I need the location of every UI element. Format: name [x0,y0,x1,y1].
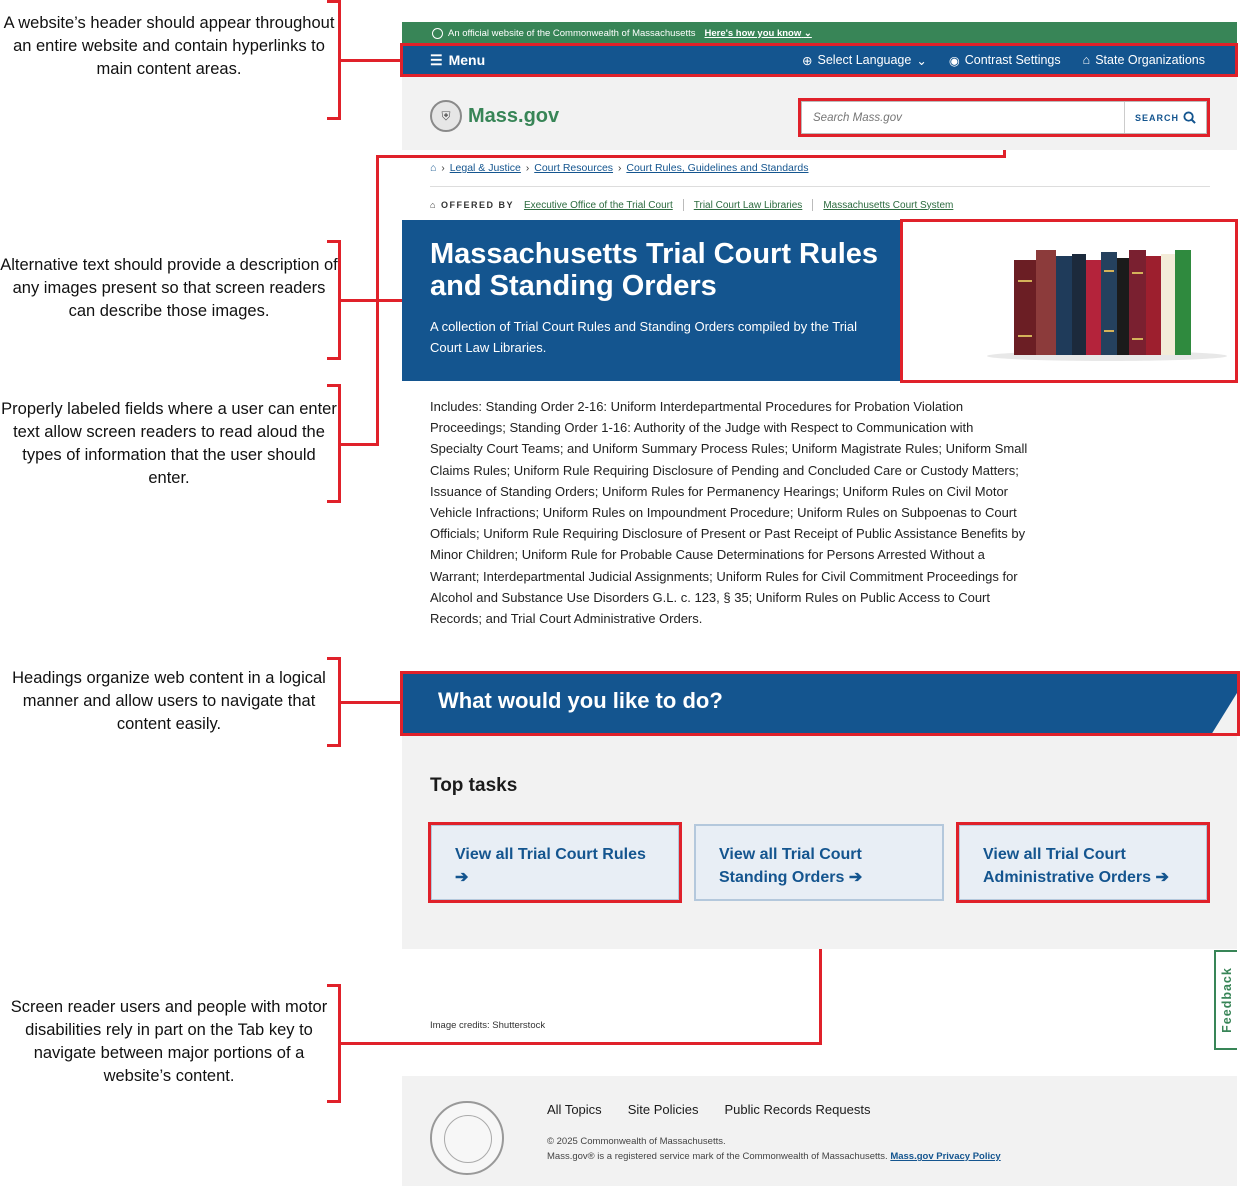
chevron-right-icon: › [525,162,530,174]
footer-copyright [547,1134,1001,1164]
how-you-know-link[interactable]: Here's how you know ⌄ [704,27,812,39]
official-text: An official website of the Commonwealth of Massachusetts [448,27,696,39]
page-title: Massachusetts Trial Court Rules and Standing Orders [430,238,879,302]
image-credits: Image credits: Shutterstock [430,1020,546,1031]
trademark-line [547,1149,1001,1164]
search-button[interactable] [1124,102,1206,133]
task-card-standing-orders[interactable] [694,824,944,901]
select-language-label: Select Language [817,53,912,67]
footer-link-public-records[interactable]: Public Records Requests [724,1102,871,1117]
top-tasks-section [402,735,1237,949]
state-organizations-button[interactable] [1083,53,1205,67]
task-card-label: View all Trial Court Administrative Orders [983,846,1152,886]
offered-by-label: ⌂ OFFERED BY [430,200,514,210]
callout-labeled-fields: Properly labeled fields where a user can enter text allow screen readers to read aloud the types of information that the user should enter. [1,400,337,487]
divider [683,199,684,211]
divider [430,186,1210,187]
breadcrumb-link[interactable]: Court Rules, Guidelines and Standards [626,162,809,174]
menu-label: Menu [448,52,486,68]
arrow-right-icon: ➔ [455,868,469,886]
page-description: Includes: Standing Order 2-16: Uniform Interdepartmental Procedures for Probation Violation Proceedings; Standing Order 1-16: Authority of the Judge with Respect to Communication with Specialty Court Teams; and Uniform Summary Process Rules; Uniform Magistrate Rules; Uniform Small Claims Rules; Uniform Rule Requiring Disclosure of Pending and Concluded Care or Custody Matters; Issuance of Standing Orders; Uniform Rules for Permanency Hearings; Uniform Rules on Civil Motor Vehicle Infractions; Uniform Rules on Impoundment Procedure; Uniform Rules on Subpoenas to Court Officials; Uniform Rule Requiring Disclosure of Present or Past Receipt of Public Assistance Benefits by Minor Children; Uniform Rule for Probable Cause Determinations for Persons Arrested Without a Warrant; Interdepartmental Judicial Assignments; Uniform Rules for Civil Commitment Proceedings for Alcohol and Substance Use Disorders G.L. c. 123, § 35; Uniform Rules on Public Access to Court Records; and Trial Court Administrative Orders. [430,399,1028,627]
globe-icon: ⊕ [802,53,813,68]
hamburger-icon: ☰ [430,51,443,68]
offered-by-link[interactable]: Executive Office of the Trial Court [523,199,673,211]
page-hero [402,220,902,381]
site-logo[interactable] [430,100,559,132]
books-image [902,220,1237,381]
top-tasks-heading: Top tasks [430,775,518,796]
chevron-right-icon: › [618,162,622,174]
state-organizations-label: State Organizations [1095,53,1205,67]
search-input[interactable] [802,111,1124,125]
trademark-text: Mass.gov® is a registered service mark of the Commonwealth of Massachusetts. [547,1151,888,1162]
task-card-rules[interactable] [430,824,680,901]
page-subtitle: A collection of Trial Court Rules and Standing Orders compiled by the Trial Court Law Libraries. [430,319,858,355]
offered-by-link[interactable]: Trial Court Law Libraries [693,199,803,211]
menu-button[interactable] [430,52,485,69]
footer-link-site-policies[interactable]: Site Policies [627,1102,699,1117]
offered-by-link[interactable]: Massachusetts Court System [823,199,954,211]
eye-icon: ◉ [948,53,960,68]
what-to-do-heading-band [402,673,1237,735]
feedback-label: Feedback [1219,967,1234,1033]
commonwealth-seal-icon [430,1101,504,1175]
contrast-settings-button[interactable] [949,53,1061,68]
footer-links [547,1102,870,1117]
what-to-do-heading: What would you like to do? [438,688,723,713]
chevron-down-icon: ⌄ [916,53,927,68]
search-form [801,101,1207,134]
breadcrumb [430,162,808,174]
arrow-right-icon: ➔ [1155,868,1169,886]
feedback-tab[interactable] [1214,950,1237,1050]
site-footer [402,1076,1237,1186]
mass-seal-icon: ⛨ [430,100,462,132]
contrast-settings-label: Contrast Settings [964,53,1061,67]
decorative-corner [1211,693,1237,735]
offered-by [430,199,953,211]
footer-link-all-topics[interactable]: All Topics [547,1102,602,1117]
callout-tab-key: Screen reader users and people with motor disabilities rely in part on the Tab key to navigate between major portions of a website’s content. [10,998,328,1085]
callout-header: A website’s header should appear throughout an entire website and contain hyperlinks to main content areas. [3,14,335,78]
search-button-label: SEARCH [1134,112,1179,123]
home-icon[interactable]: ⌂ [430,162,437,174]
building-icon: ⌂ [1082,53,1091,67]
arrow-right-icon: ➔ [848,868,863,886]
copyright-text: © 2025 Commonwealth of Massachusetts. [547,1136,726,1147]
official-banner [402,22,1237,44]
top-navigation [402,44,1237,76]
search-icon [1183,111,1196,124]
hero-image [902,220,1237,381]
chevron-right-icon: › [441,162,445,174]
task-card-administrative-orders[interactable] [958,824,1208,901]
building-icon: ⌂ [430,200,437,210]
logo-text: Mass.gov [468,104,560,127]
privacy-policy-link[interactable]: Mass.gov Privacy Policy [890,1151,1001,1162]
breadcrumb-link[interactable]: Court Resources [534,162,614,174]
divider [812,199,813,211]
chevron-down-icon: ⌄ [803,27,812,39]
breadcrumb-link[interactable]: Legal & Justice [449,162,521,174]
official-seal-icon [432,28,443,39]
callout-headings: Headings organize web content in a logical manner and allow users to navigate that content easily. [12,669,326,733]
select-language-button[interactable] [802,53,927,68]
callout-alt-text: Alternative text should provide a description of any images present so that screen readers can describe those images. [0,256,338,320]
task-card-label: View all Trial Court Rules [455,846,646,863]
task-card-label: View all Trial Court Standing Orders [719,846,862,886]
